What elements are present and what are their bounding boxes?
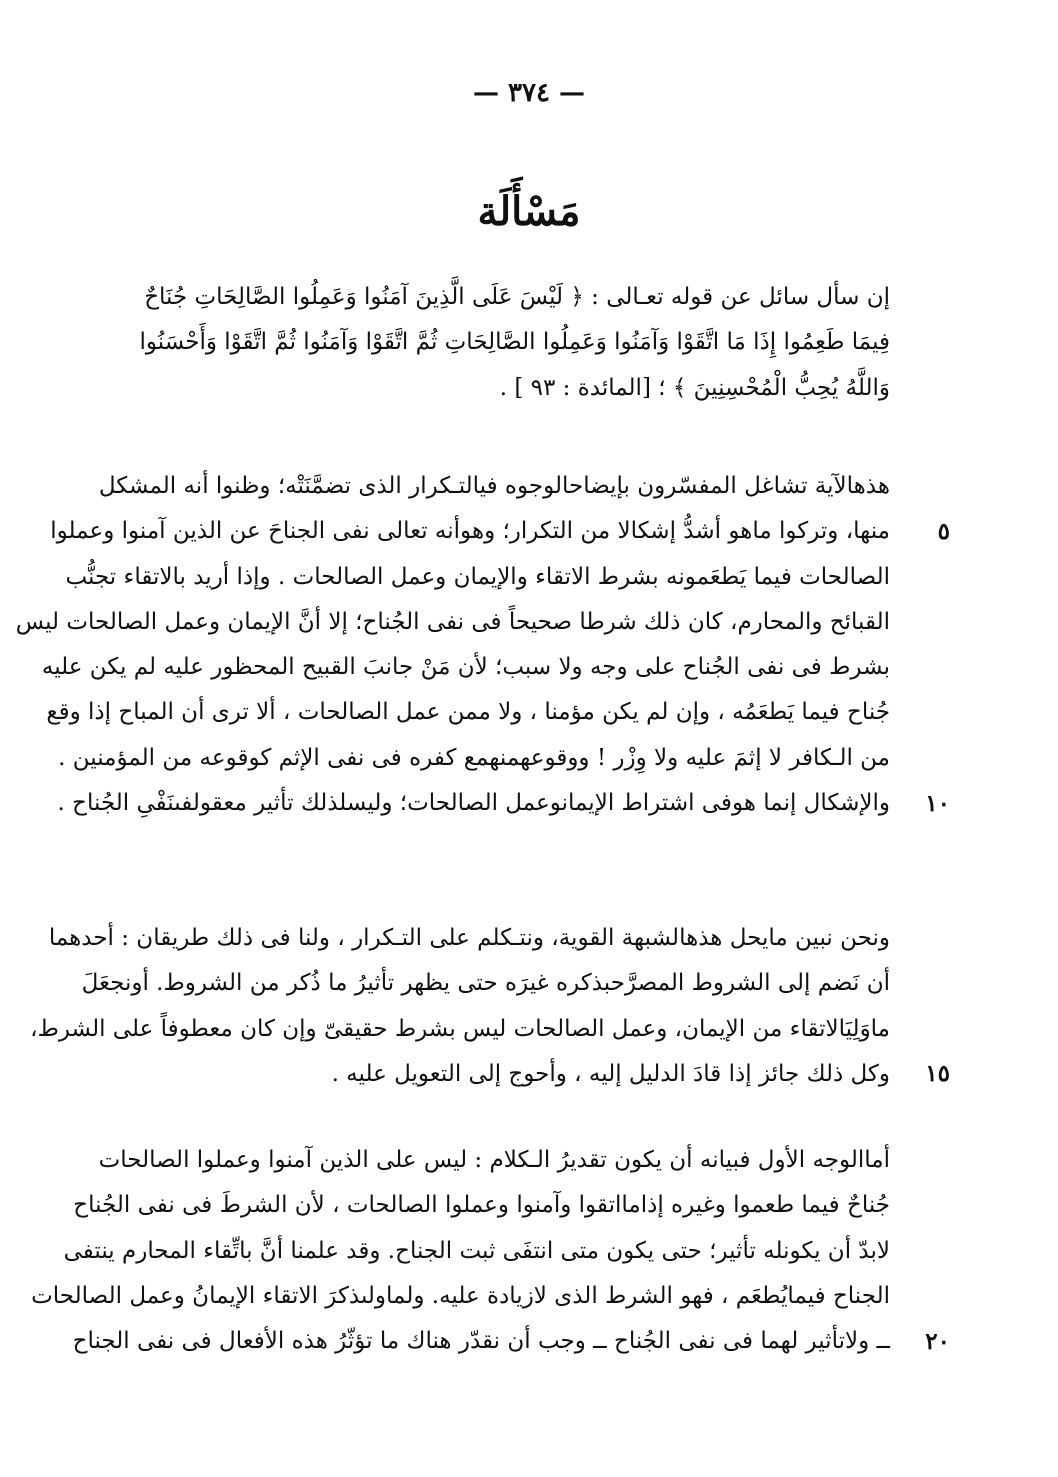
text-line: فِيمَا طَعِمُوا إِذَا مَا اتَّقَوْا وَآمَنُوا وَعَمِلُوا الصَّالِحَاتِ ثُمَّ اتَّقَوْا وَآمَنُوا ثُمَّ اتَّقَوْا وَأَحْسَنُوا [139,329,890,356]
line-number: ٢٠ [925,1328,950,1355]
page-number: — ٣٧٤ — [472,78,586,108]
text-line: وكل ذلك جائز إذا قادَ الدليل إليه ، وأحوج إلى التعويل عليه . [331,1060,890,1087]
text-line: أماالوجه الأول فبيانه أن يكون تقديرُ الـكلام : ليس على الذين آمنوا وعملوا الصالحات [98,1147,890,1173]
text-line: لابدّ أن يكونله تأثير؛ حتى يكون متى انتفَى ثبت الجناح. وقد علمنا أنَّ باتِّقاء المحارم ينتفى [63,1237,890,1264]
section-heading: مَسْأَلَة [477,188,581,235]
paragraph-first-approach [31,1138,890,1364]
text-line: بشرط فى نفى الجُناح على وجه ولا سبب؛ لأن مَنْ جانبَ القبيح المحظور عليه لم يكن عليه [41,654,890,681]
text-line: منها، وتركوا ماهو أشدُّ إشكالا من التكرار؛ وهوأنه تعالى نفى الجناحَ عن الذين آمنوا وعملوا [50,518,890,545]
text-line: الجناح فيمايُطعَم ، فهو الشرط الذى لازيادة عليه. ولماولىذكرَ الاتقاء الإيمانُ وعمل الصالحات [31,1282,890,1309]
line-number: ٥ [937,518,950,545]
text-line: ونحن نبين مايحل هذهالشبهة القوية، ونتـكلم على التـكرار ، ولنا فى ذلك طريقان : أحدهما [48,925,890,951]
text-line: والإشكال إنما هوفى اشتراط الإيمانوعمل الصالحات؛ وليسلذلك تأثير معقولفىنَفْىِ الجُناح . [57,790,890,817]
paragraph-approaches [30,916,890,1097]
text-line: من الـكافر لا إثمَ عليه ولا وِزْر ! ووقوعهمنهمع كفره فى نفى الإثم كوقوعه من المؤمنين . [58,744,890,771]
text-line: القبائح والمحارم، كان ذلك شرطا صحيحاً فى نفى الجُناح؛ إلا أنَّ الإيمان وعمل الصالحات ليس [15,608,890,635]
text-line: وَاللَّهُ يُحِبُّ الْمُحْسِنِينَ ﴾ ؛ [المائدة : ٩٣ ] . [499,374,890,401]
text-line: ــ ولاتأثير لهما فى نفى الجُناح ــ وجب أن نقدّر هناك ما تؤثّرُ هذه الأفعال فى نفى الجناح [72,1328,890,1355]
text-line: جُناح فيما يَطعَمُه ، وإن لم يكن مؤمنا ، ولا ممن عمل الصالحات ، ألا ترى أن المباح إذا وقع [46,699,890,726]
text-line: هذهالآية تشاغل المفسّرون بإيضاحالوجوه فيالتـكرار الذى تضمَّنَتْه؛ وظنوا أنه المشكل [98,473,890,499]
text-line: جُناحٌ فيما طعموا وغيره إذامااتقوا وآمنوا وعملوا الصالحات ، لأن الشرطَ فى نفى الجُناح [73,1192,890,1219]
line-number: ١٥ [925,1060,950,1087]
text-line: إن سأل سائل عن قوله تعـالى : ﴿ لَيْسَ عَلَى الَّذِينَ آمَنُوا وَعَمِلُوا الصَّالِحَاتِ جُنَاحٌ [144,284,890,310]
text-line: الصالحات فيما يَطعَمونه بشرط الاتقاء والإيمان وعمل الصالحات . وإذا أريد بالاتقاء تجنُّب [65,563,890,590]
text-line: أن نَضم إلى الشروط المصرَّحبذكره غيرَه حتى يظهر تأثيرُ ما ذُكر من الشروط. أونجعَلَ [81,970,890,997]
paragraph-question [139,275,890,411]
paragraph-problem [15,464,890,826]
text-line: ماوَلِيَالاتقاء من الإيمان، وعمل الصالحات ليس بشرط حقيقىّ وإن كان معطوفاً على الشرط، [30,1015,890,1042]
line-number: ١٠ [925,790,950,817]
